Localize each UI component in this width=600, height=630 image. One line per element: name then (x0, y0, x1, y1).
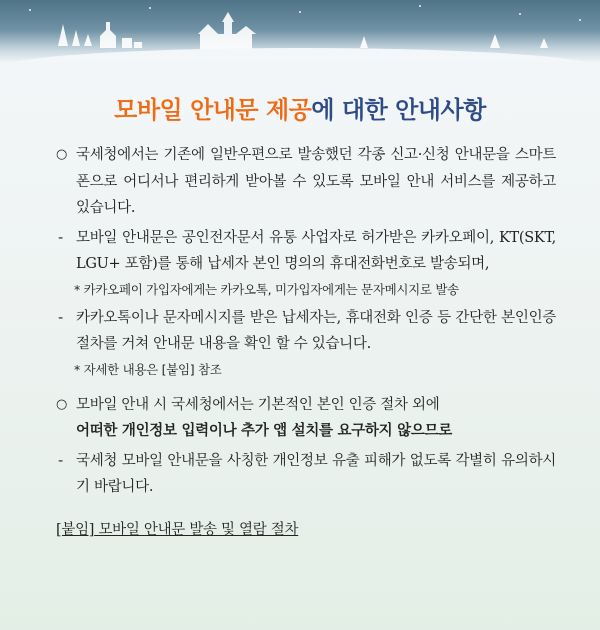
page-title (0, 90, 600, 125)
title-rest: 에 대한 안내사항 (311, 96, 486, 124)
section1-sub2-text: 카카오톡이나 문자메시지를 받은 납세자는, 휴대전화 인증 등 간단한 본인인증 절차를 거쳐 안내문 내용을 확인 할 수 있습니다. (76, 309, 556, 352)
attachment-title: 모바일 안내문 발송 및 열람 절차 (98, 521, 299, 538)
section1-sub1-text: 모바일 안내문은 공인전자문서 유통 사업자로 허가받은 카카오페이, KT(SKT, LGU+ 포함)를 통해 납세자 본인 명의의 휴대전화번호로 발송되며, (76, 229, 556, 272)
title-highlight: 모바일 안내문 제공 (114, 96, 312, 124)
notice-content (56, 142, 556, 543)
section2-main (56, 392, 556, 445)
circle-bullet-icon: ○ (56, 396, 68, 412)
dash-bullet-icon: - (58, 229, 63, 246)
section2-sub1-text: 국세청 모바일 안내문을 사칭한 개인정보 유출 피해가 없도록 각별히 유의하시기 바랍니다. (76, 452, 556, 495)
attachment-prefix: [붙임] (56, 521, 95, 538)
section2-main-bold: 어떠한 개인정보 입력이나 추가 앱 설치를 요구하지 않으므로 (76, 423, 452, 439)
section1-sub2-note: * 자세한 내용은 [붙임] 참조 (74, 361, 222, 377)
section2-main-text: 모바일 안내 시 국세청에서는 기본적인 본인 인증 절차 외에 (76, 396, 440, 413)
header-illustration (0, 0, 600, 62)
section1-main-text: 국세청에서는 기존에 일반우편으로 발송했던 각종 신고·신청 안내문을 스마트폰으로 어디서나 편리하게 받아볼 수 있도록 모바일 안내 서비스를 제공하고 있습니다. (76, 147, 556, 216)
section1-sub2 (56, 305, 556, 358)
attachment-link[interactable] (56, 517, 556, 544)
circle-bullet-icon: ○ (56, 147, 68, 162)
section1-sub1 (56, 225, 556, 278)
section1-sub1-note: * 카카오페이 가입자에게는 카카오톡, 미가입자에게는 문자메시지로 발송 (74, 281, 459, 297)
dash-bullet-icon: - (58, 309, 63, 326)
dash-bullet-icon: - (58, 452, 63, 469)
section1-main (56, 142, 556, 222)
section2-sub1 (56, 448, 556, 501)
